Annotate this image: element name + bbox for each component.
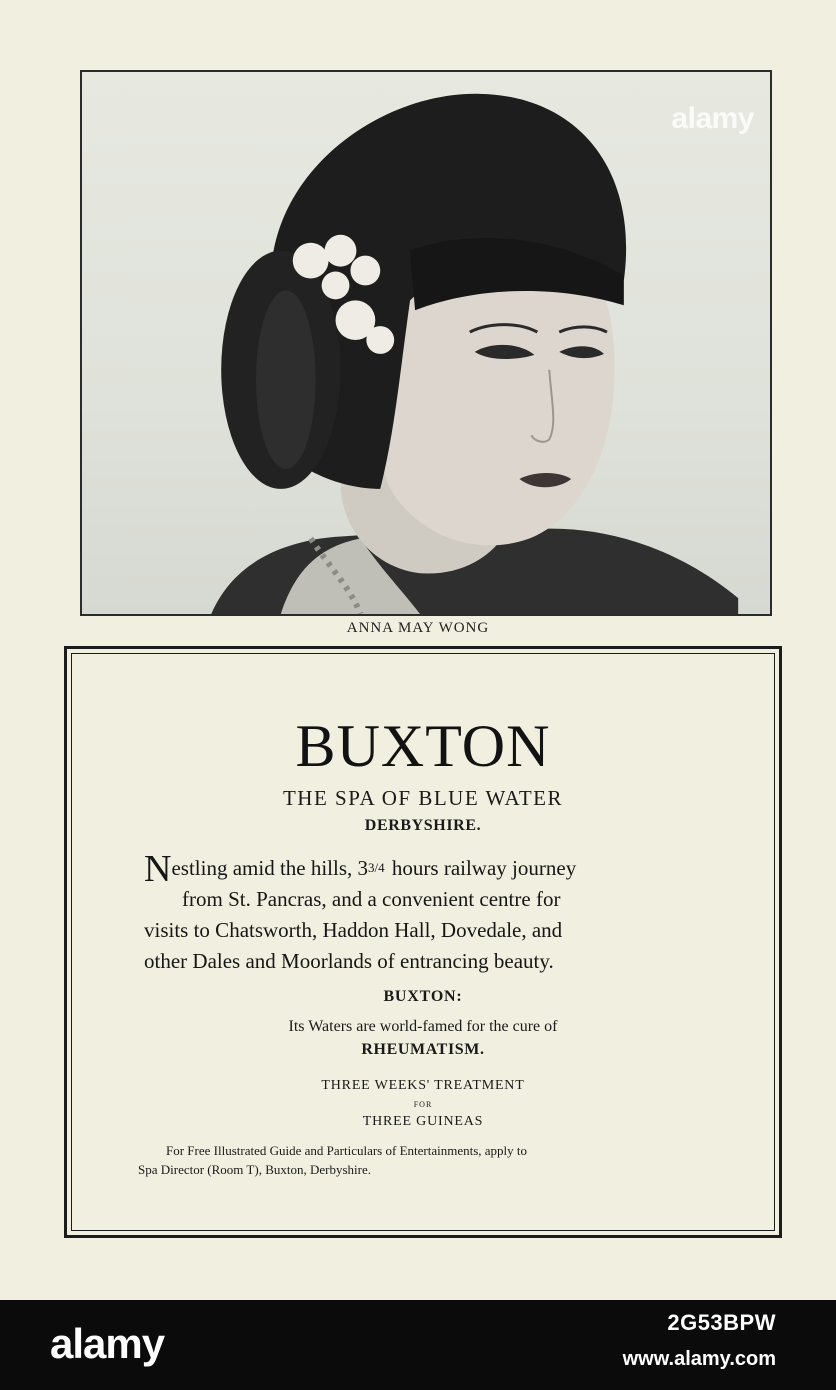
advert-subheading: BUXTON: bbox=[383, 988, 463, 1005]
body-line-1-text: estling amid the hills, 3 bbox=[171, 856, 369, 880]
portrait-photo bbox=[80, 70, 772, 616]
guide-line-2: Spa Director (Room T), Buxton, Derbyshire. bbox=[138, 1162, 371, 1177]
advert-guide-text bbox=[138, 1141, 716, 1179]
advertisement-inner-border bbox=[71, 653, 775, 1231]
alamy-logo: alamy bbox=[50, 1320, 165, 1367]
alamy-watermark: alamy bbox=[671, 102, 754, 135]
portrait-image bbox=[82, 72, 770, 614]
fraction-three-quarters: 3/4 bbox=[368, 860, 385, 875]
advert-body bbox=[144, 848, 712, 977]
advert-for-label: FOR bbox=[413, 1100, 433, 1109]
body-line-4: other Dales and Moorlands of entrancing beauty. bbox=[144, 949, 554, 973]
site-url[interactable]: www.alamy.com bbox=[622, 1348, 776, 1370]
body-line-1-text-end: hours railway journey bbox=[386, 856, 577, 880]
advert-tagline: THE SPA OF BLUE WATER bbox=[282, 786, 564, 810]
buxton-advertisement bbox=[64, 646, 782, 1238]
advert-treatment: THREE WEEKS' TREATMENT bbox=[321, 1078, 525, 1093]
advert-price: THREE GUINEAS bbox=[362, 1114, 484, 1129]
guide-line-1: For Free Illustrated Guide and Particulars of Entertainments, apply to bbox=[166, 1143, 528, 1158]
advert-title: BUXTON bbox=[295, 713, 551, 779]
portrait-caption: ANNA MAY WONG bbox=[346, 620, 490, 636]
advert-county: DERBYSHIRE. bbox=[364, 817, 482, 834]
advert-waters-text: Its Waters are world-famed for the cure of bbox=[288, 1018, 558, 1035]
body-line-3: visits to Chatsworth, Haddon Hall, Dovedale, and bbox=[144, 918, 563, 942]
drop-cap: N bbox=[144, 848, 172, 890]
image-id: 2G53BPW bbox=[667, 1310, 776, 1335]
body-line-2: from St. Pancras, and a convenient centre for bbox=[182, 887, 561, 911]
body-line-1 bbox=[144, 848, 712, 890]
stock-footer-banner bbox=[0, 1300, 836, 1390]
advert-rheumatism: RHEUMATISM. bbox=[361, 1041, 485, 1058]
